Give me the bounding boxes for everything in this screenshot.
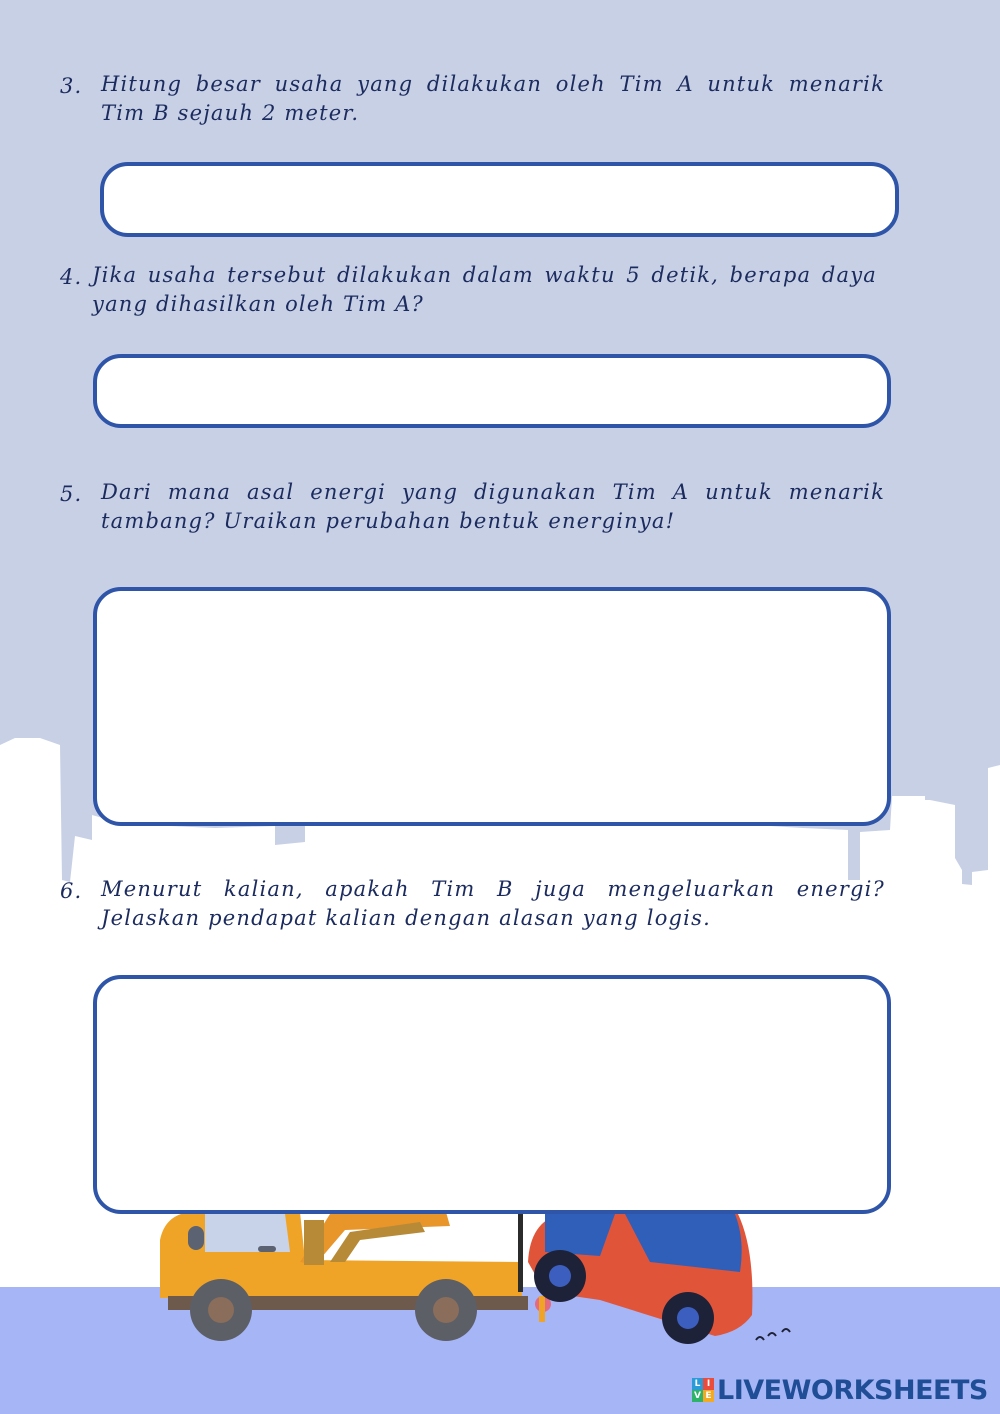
logo-letter: I (703, 1378, 714, 1390)
question-number: 4. (60, 265, 83, 289)
question-text: Dari mana asal energi yang digunakan Tim A untuk menarik tambang? Uraikan perubahan bentuk energinya! (101, 480, 885, 533)
answer-box-3[interactable] (100, 162, 899, 237)
brand-name: LIVEWORKSHEETS (717, 1374, 988, 1406)
question-number: 6. (60, 879, 83, 903)
logo-letter: V (692, 1390, 703, 1402)
logo-letter: E (703, 1390, 714, 1402)
question-4 (60, 261, 877, 319)
question-text: Menurut kalian, apakah Tim B juga mengeluarkan energi? Jelaskan pendapat kalian dengan alasan yang logis. (101, 877, 885, 930)
question-text: Hitung besar usaha yang dilakukan oleh Tim A untuk menarik Tim B sejauh 2 meter. (101, 72, 885, 125)
answer-box-4[interactable] (93, 354, 891, 428)
question-3 (60, 70, 885, 128)
question-number: 3. (60, 74, 83, 98)
liveworksheets-brand (692, 1374, 988, 1406)
logo-letter: L (692, 1378, 703, 1390)
question-text: Jika usaha tersebut dilakukan dalam waktu 5 detik, berapa daya yang dihasilkan oleh Tim A? (92, 263, 877, 316)
answer-box-6[interactable] (93, 975, 891, 1214)
answer-box-5[interactable] (93, 587, 891, 826)
question-number: 5. (60, 482, 83, 506)
question-5 (60, 478, 885, 536)
liveworksheets-logo-icon (692, 1378, 714, 1402)
question-6 (60, 875, 885, 933)
